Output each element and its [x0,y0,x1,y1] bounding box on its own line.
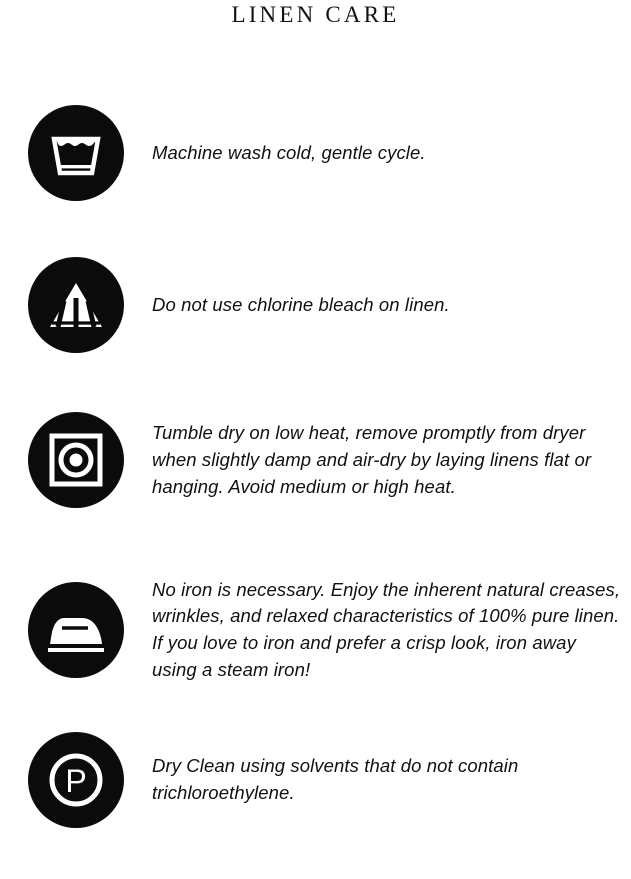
text-cell [152,292,631,319]
care-instruction-text: No iron is necessary. Enjoy the inherent natural creases, wrinkles, and relaxed characteristics of 100% pure linen. If you love to iron and prefer a crisp look, iron away using a steam iron! [152,578,621,681]
icon-cell [0,732,152,828]
text-cell [152,420,631,500]
care-instruction-text: Tumble dry on low heat, remove promptly from dryer when slightly damp and air-dry by laying linens flat or hanging. Avoid medium or high heat. [152,422,592,497]
text-cell [152,577,631,684]
list-item [0,71,631,235]
tumble-dry-low-icon [28,412,124,508]
dry-clean-p-icon [28,732,124,828]
care-instruction-text: Machine wash cold, gentle cycle. [152,141,426,163]
icon-cell [0,582,152,678]
care-instruction-text: Dry Clean using solvents that do not contain trichloroethylene. [152,755,519,804]
list-item [0,715,631,845]
do-not-bleach-icon [28,257,124,353]
care-instruction-list [0,71,631,845]
icon-cell [0,105,152,201]
care-instruction-text: Do not use chlorine bleach on linen. [152,293,450,315]
icon-cell [0,257,152,353]
text-cell [152,753,631,807]
list-item [0,235,631,375]
list-item [0,375,631,545]
machine-wash-cold-icon [28,105,124,201]
list-item [0,545,631,715]
svg-text:P: P [65,763,87,800]
text-cell [152,140,631,167]
iron-icon [28,582,124,678]
page-title: LINEN CARE [231,2,400,27]
icon-cell [0,412,152,508]
